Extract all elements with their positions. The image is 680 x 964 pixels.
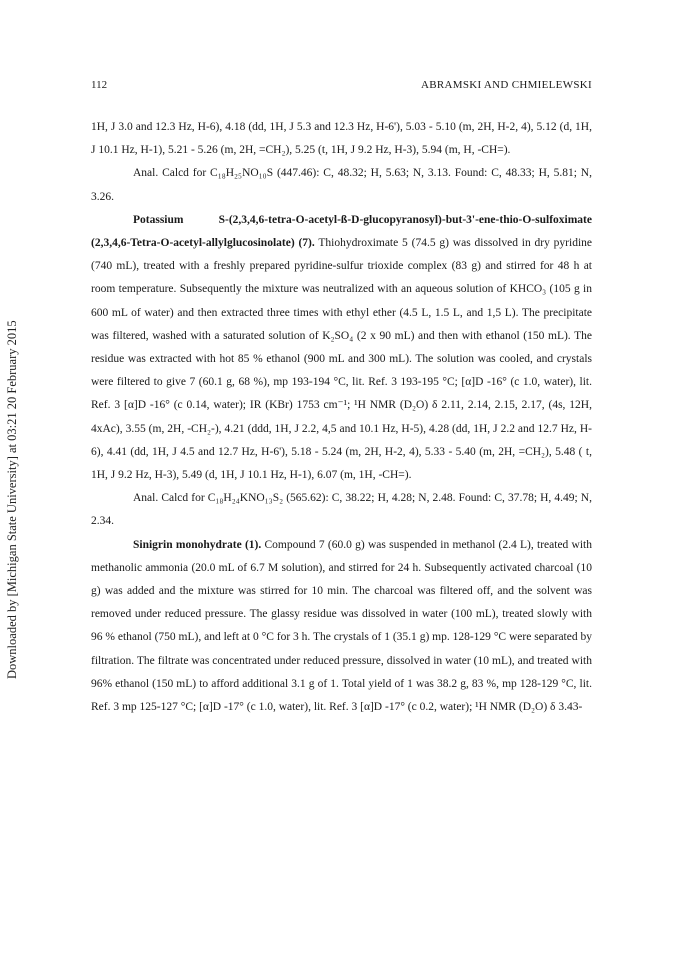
running-header	[91, 77, 592, 93]
paragraph-text: Anal. Calcd for C₁₈H₂₄KNO₁₃S₂ (565.62): C, 38.22; H, 4.28; N, 2.48. Found: C, 37.78; H, 4.49; N, 2.34.	[91, 492, 592, 528]
article-body	[91, 116, 592, 719]
sinigrin-heading: Sinigrin monohydrate (1).	[133, 538, 262, 551]
compound-7-heading: Potassium S-(2,3,4,6-tetra-O-acetyl-ß-D-glucopyranosyl)-but-3'-ene-thio-O-sulfoximate (2,3,4,6-Tetra-O-acetyl-allylglucosinolate) (7).	[91, 213, 592, 250]
paragraph-text: Compound 7 (60.0 g) was suspended in methanol (2.4 L), treated with methanolic ammonia (20.0 mL of 6.7 M solution), and stirred for 24 h. Subsequently activated charcoal (10 g) was added and the mixture was stirred for 10 min. The charcoal was filtered off, and the solvent was removed under reduced pressure. The glassy residue was dissolved in water (100 mL), treated slowly with 96 % ethanol (750 mL), and left at 0 °C for 3 h. The crystals of 1 (35.1 g) mp. 128-129 °C were separated by filtration. The filtrate was concentrated under reduced pressure, dissolved in water (10 mL), and treated with 96% ethanol (150 mL) to afford additional 3.1 g of 1. Total yield of 1 was 38.2 g, 83 %, mp 128-129 °C, lit. Ref. 3 mp 125-127 °C; [α]D -17° (c 1.0, water), lit. Ref. 3 [α]D -17° (c 0.2, water); ¹H NMR (D₂O) δ 3.43-	[91, 538, 593, 714]
nmr-data-continuation	[91, 116, 592, 162]
procedure-sinigrin	[91, 534, 592, 720]
paragraph-text: 1H, J 3.0 and 12.3 Hz, H-6), 4.18 (dd, 1H, J 5.3 and 12.3 Hz, H-6'), 5.03 - 5.10 (m, 2H, H-2, 4), 5.12 (d, 1H, J 10.1 Hz, H-1), 5.21 - 5.26 (m, 2H, =CH₂), 5.25 (t, 1H, J 9.2 Hz, H-3), 5.94 (m, H, -CH=).	[91, 121, 592, 157]
elemental-analysis-5	[91, 162, 592, 208]
paragraph-text: Thiohydroximate 5 (74.5 g) was dissolved in dry pyridine (740 mL), treated with a freshly prepared pyridine-sulfur trioxide complex (83 g) and stirred for 48 h at room temperature. Subsequently the mixture was neutralized with an aqueous solution of KHCO₃ (105 g in 600 mL of water) and then extracted three times with ethyl ether (4.5 L, 1.5 L, and 1,5 L). The precipitate was filtered, washed with a saturated solution of K₂SO₄ (2 x 90 mL) and then with ethanol (150 mL). The residue was extracted with hot 85 % ethanol (900 mL and 300 mL). The solution was cooled, and crystals were filtered to give 7 (60.1 g, 68 %), mp 193-194 °C, lit. Ref. 3 193-195 °C; [α]D -16° (c 1.0, water), lit. Ref. 3 [α]D -16° (c 0.14, water); IR (KBr) 1753 cm⁻¹; ¹H NMR (D₂O) δ 2.11, 2.14, 2.15, 2.17, (4s, 12H, 4xAc), 3.55 (m, 2H, -CH₂-), 4.21 (ddd, 1H, J 2.2, 4,5 and 10.1 Hz, H-5), 4.28 (dd, 1H, J 2.2 and 12.7 Hz, H-6), 4.41 (dd, 1H, J 4.5 and 12.7 Hz, H-6'), 5.18 - 5.24 (m, 2H, H-2, 4), 5.33 - 5.40 (m, 2H, =CH₂), 5.48 ( t, 1H, J 9.2 Hz, H-3), 5.49 (d, 1H, J 10.1 Hz, H-1), 6.07 (m, 1H, -CH=).	[91, 237, 592, 482]
elemental-analysis-7	[91, 487, 592, 533]
page-number: 112	[91, 79, 108, 91]
download-watermark: Downloaded by [Michigan State University] at 03:21 20 February 2015	[5, 320, 19, 680]
running-title: ABRAMSKI AND CHMIELEWSKI	[421, 79, 592, 91]
procedure-compound-7	[91, 209, 592, 487]
paragraph-text: Anal. Calcd for C₁₈H₂₅NO₁₀S (447.46): C, 48.32; H, 5.63; N, 3.13. Found: C, 48.33; H, 5.81; N, 3.26.	[91, 167, 592, 203]
